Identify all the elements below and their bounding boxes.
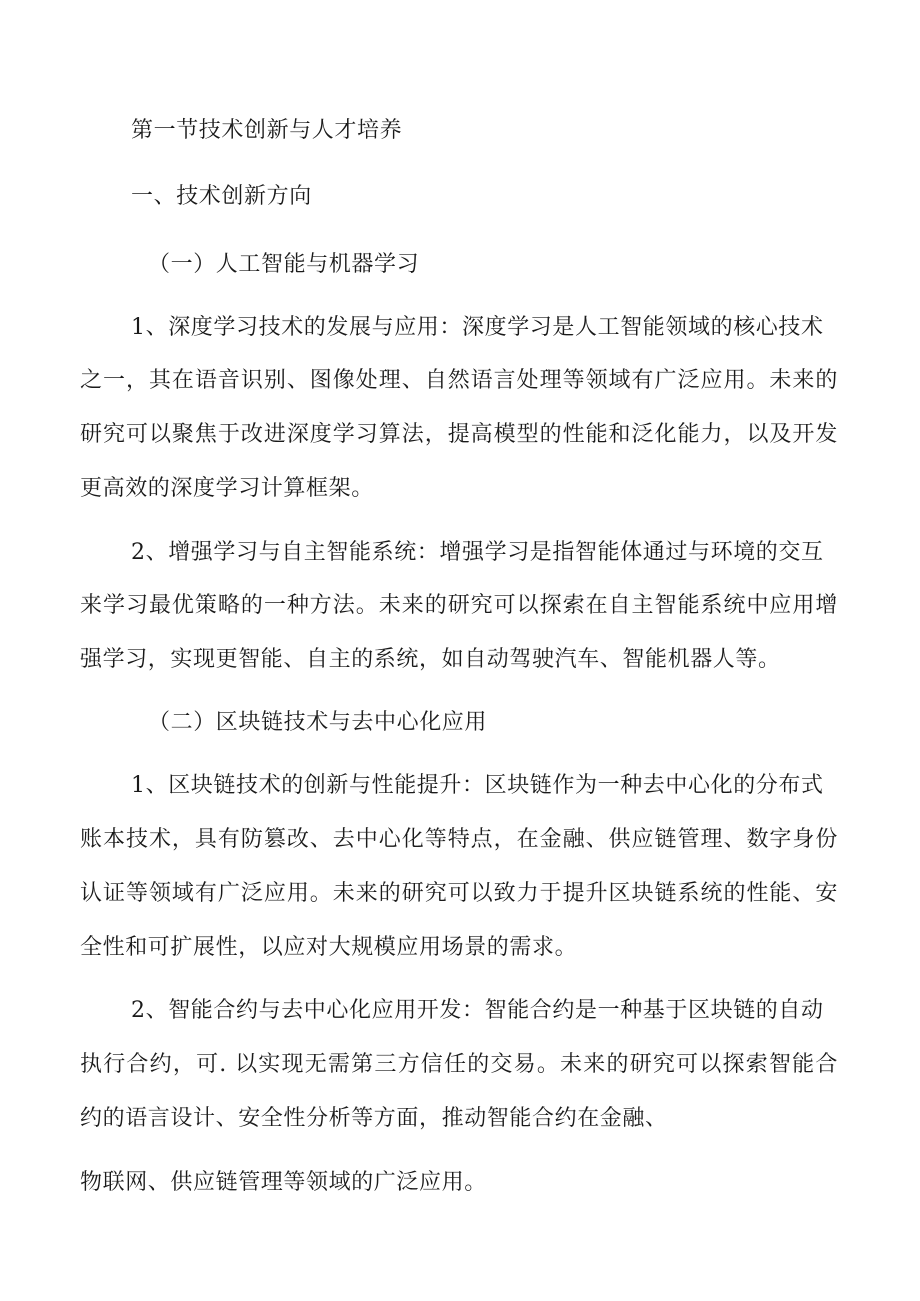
section-title: 第一节技术创新与人才培养 <box>131 118 403 143</box>
paragraph-line: 研究可以聚焦于改进深度学习算法，提高模型的性能和泛化能力，以及开发 <box>80 422 838 447</box>
paragraph-line: 认证等领域有广泛应用。未来的研究可以致力于提升区块链系统的性能、安 <box>80 881 838 906</box>
subheading-blockchain: （二）区块链技术与去中心化应用 <box>148 710 488 735</box>
paragraph-line: 之一，其在语音识别、图像处理、自然语言处理等领域有广泛应用。未来的 <box>80 368 838 393</box>
paragraph-line: 物联网、供应链管理等领域的广泛应用。 <box>80 1170 487 1195</box>
paragraph-line: 全性和可扩展性，以应对大规模应用场景的需求。 <box>80 935 578 960</box>
paragraph-line: 2、增强学习与自主智能系统：增强学习是指智能体通过与环境的交互 <box>131 540 824 565</box>
heading-technology-innovation: 一、技术创新方向 <box>131 184 312 209</box>
paragraph-line: 2、智能合约与去中心化应用开发：智能合约是一种基于区块链的自动 <box>131 998 824 1023</box>
paragraph-line: 强学习，实现更智能、自主的系统，如自动驾驶汽车、智能机器人等。 <box>80 647 781 672</box>
subheading-ai-ml: （一）人工智能与机器学习 <box>148 252 420 277</box>
paragraph-line: 更高效的深度学习计算框架。 <box>80 476 374 501</box>
paragraph-line: 1、深度学习技术的发展与应用：深度学习是人工智能领域的核心技术 <box>131 315 824 340</box>
paragraph-line: 来学习最优策略的一种方法。未来的研究可以探索在自主智能系统中应用增 <box>80 593 838 618</box>
paragraph-line: 执行合约，可. 以实现无需第三方信任的交易。未来的研究可以探索智能合 <box>80 1052 838 1077</box>
paragraph-line: 约的语言设计、安全性分析等方面，推动智能合约在金融、 <box>80 1106 668 1131</box>
paragraph-line: 1、区块链技术的创新与性能提升：区块链作为一种去中心化的分布式 <box>131 773 824 798</box>
paragraph-line: 账本技术，具有防篡改、去中心化等特点，在金融、供应链管理、数字身份 <box>80 827 838 852</box>
